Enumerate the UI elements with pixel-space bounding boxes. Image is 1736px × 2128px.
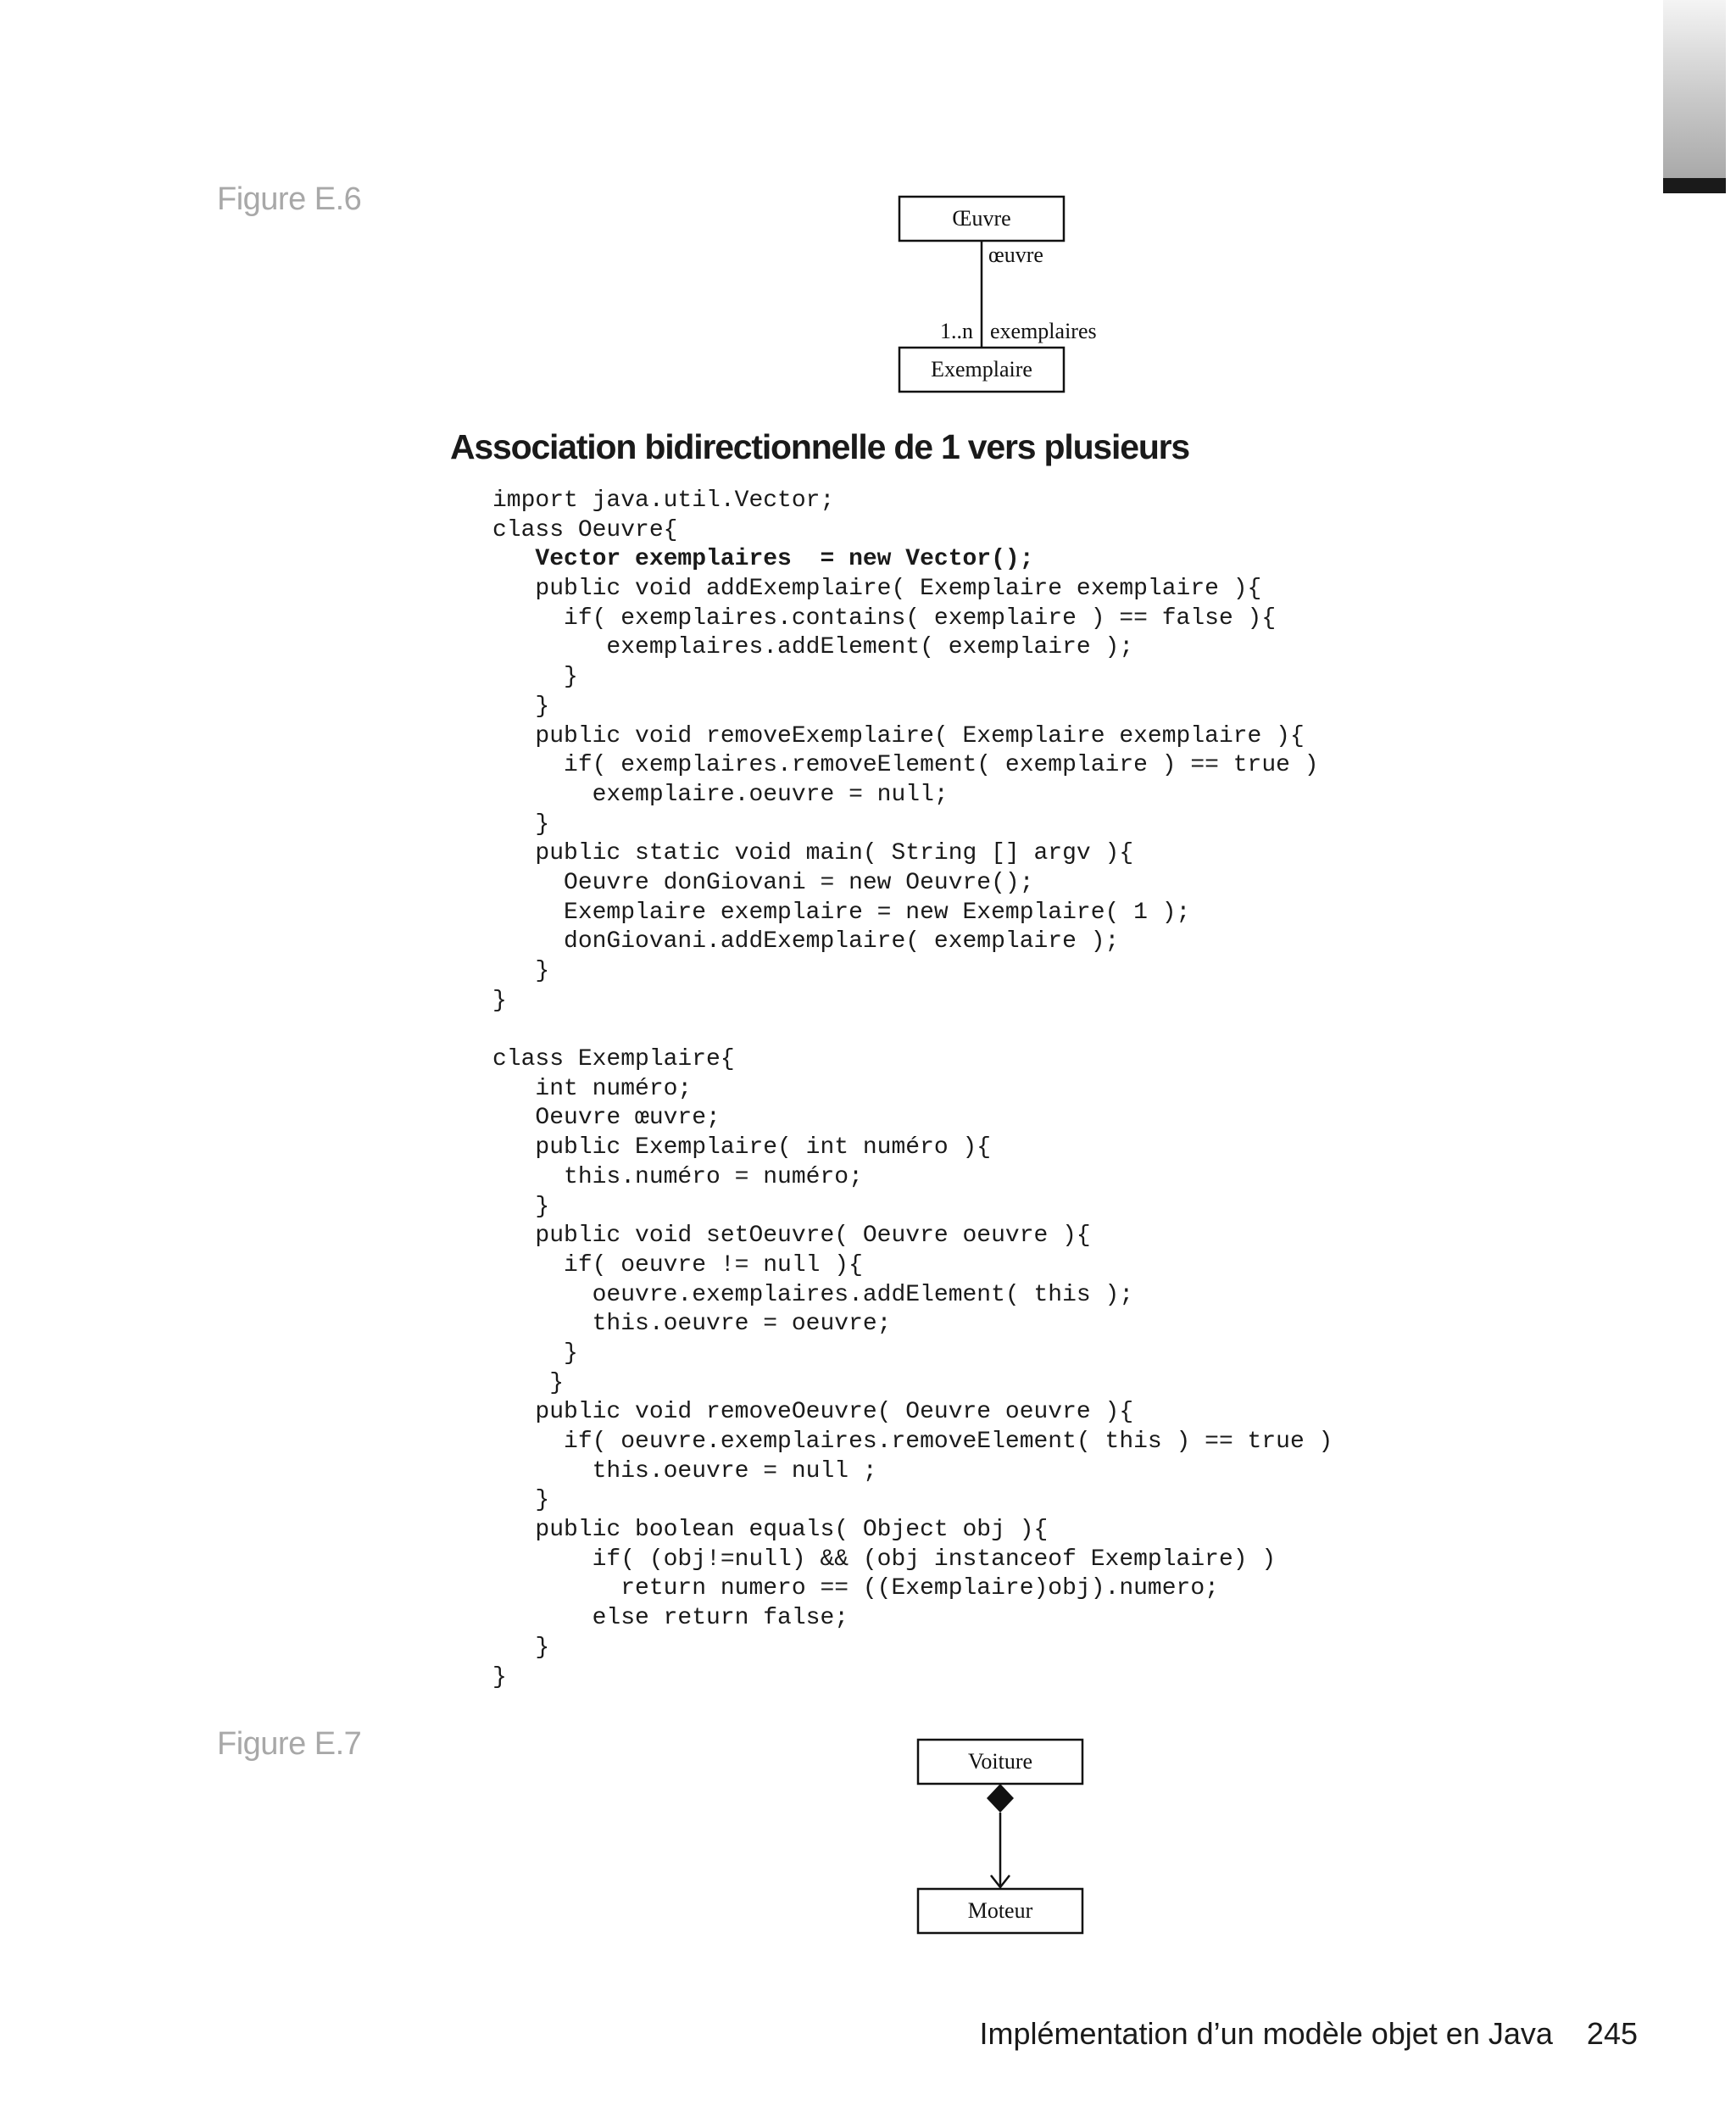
code-line: class Oeuvre{: [492, 516, 678, 543]
composition-diamond: [987, 1784, 1014, 1813]
code-line: this.numéro = numéro;: [492, 1163, 863, 1190]
code-line: }: [492, 811, 550, 838]
code-line: Oeuvre œuvre;: [492, 1105, 721, 1132]
code-line: }: [492, 958, 550, 984]
code-line: }: [492, 693, 550, 720]
code-line: donGiovani.addExemplaire( exemplaire );: [492, 928, 1120, 955]
code-line: Vector exemplaires = new Vector();: [492, 546, 1034, 573]
code-line: }: [492, 987, 507, 1014]
code-line: else return false;: [492, 1605, 849, 1632]
code-line: if( oeuvre.exemplaires.removeElement( this ) == true ): [492, 1429, 1333, 1455]
code-line: return numero == ((Exemplaire)obj).numero;: [492, 1575, 1219, 1602]
code-line: }: [492, 1369, 565, 1396]
code-line: public void removeOeuvre( Oeuvre oeuvre ){: [492, 1399, 1134, 1426]
code-line: public void addExemplaire( Exemplaire exemplaire ){: [492, 576, 1262, 603]
code-line: }: [492, 1663, 507, 1691]
thumb-index-bar: [1663, 178, 1726, 193]
figure-e7-label: Figure E.7: [217, 1726, 362, 1762]
code-line: public Exemplaire( int numéro ){: [492, 1134, 992, 1161]
code-line: }: [492, 1634, 550, 1661]
code-line: exemplaires.addElement( exemplaire );: [492, 634, 1134, 661]
code-line: class Exemplaire{: [492, 1046, 735, 1073]
multiplicity-label: 1..n: [940, 319, 973, 343]
code-line: if( exemplaires.contains( exemplaire ) == false ){: [492, 604, 1277, 632]
code-line: public static void main( String [] argv ){: [492, 840, 1134, 867]
code-line: }: [492, 1487, 550, 1514]
exemplaire-class-name: Exemplaire: [931, 357, 1032, 382]
code-line: int numéro;: [492, 1075, 693, 1102]
page-number: 245: [1586, 2016, 1638, 2051]
oeuvre-class-name: Œuvre: [952, 206, 1011, 231]
code-listing: [492, 487, 1333, 1692]
role-oeuvre: œuvre: [988, 242, 1043, 267]
figure-e6-diagram: [882, 187, 1153, 398]
code-line: public void removeExemplaire( Exemplaire exemplaire ){: [492, 722, 1305, 749]
code-line: import java.util.Vector;: [492, 487, 835, 514]
code-line: oeuvre.exemplaires.addElement( this );: [492, 1281, 1134, 1308]
thumb-index-tab: [1663, 0, 1726, 178]
code-line: }: [492, 1193, 550, 1220]
code-line: Exemplaire exemplaire = new Exemplaire( 1 );: [492, 899, 1191, 926]
chapter-title: Implémentation d’un modèle objet en Java: [979, 2016, 1553, 2051]
code-line: }: [492, 664, 578, 691]
voiture-class-name: Voiture: [967, 1749, 1033, 1774]
code-line: public boolean equals( Object obj ){: [492, 1517, 1049, 1544]
code-line: }: [492, 1340, 578, 1367]
code-line: public void setOeuvre( Oeuvre oeuvre ){: [492, 1223, 1091, 1250]
code-line: this.oeuvre = null ;: [492, 1457, 877, 1485]
code-line: [492, 1016, 1333, 1045]
section-title: Association bidirectionnelle de 1 vers plusieurs: [450, 427, 1190, 466]
code-line: if( exemplaires.removeElement( exemplaire ) == true ): [492, 752, 1319, 779]
code-line: exemplaire.oeuvre = null;: [492, 781, 949, 808]
code-line: this.oeuvre = oeuvre;: [492, 1311, 892, 1338]
page-footer: [979, 2016, 1638, 2052]
figure-e7-diagram: [907, 1730, 1110, 1950]
role-exemplaires: exemplaires: [990, 319, 1097, 343]
moteur-class-name: Moteur: [967, 1898, 1033, 1923]
code-line: if( oeuvre != null ){: [492, 1251, 863, 1278]
code-line: if( (obj!=null) && (obj instanceof Exemplaire) ): [492, 1546, 1277, 1573]
figure-e6-label: Figure E.6: [217, 181, 362, 217]
code-line: Oeuvre donGiovani = new Oeuvre();: [492, 869, 1034, 896]
